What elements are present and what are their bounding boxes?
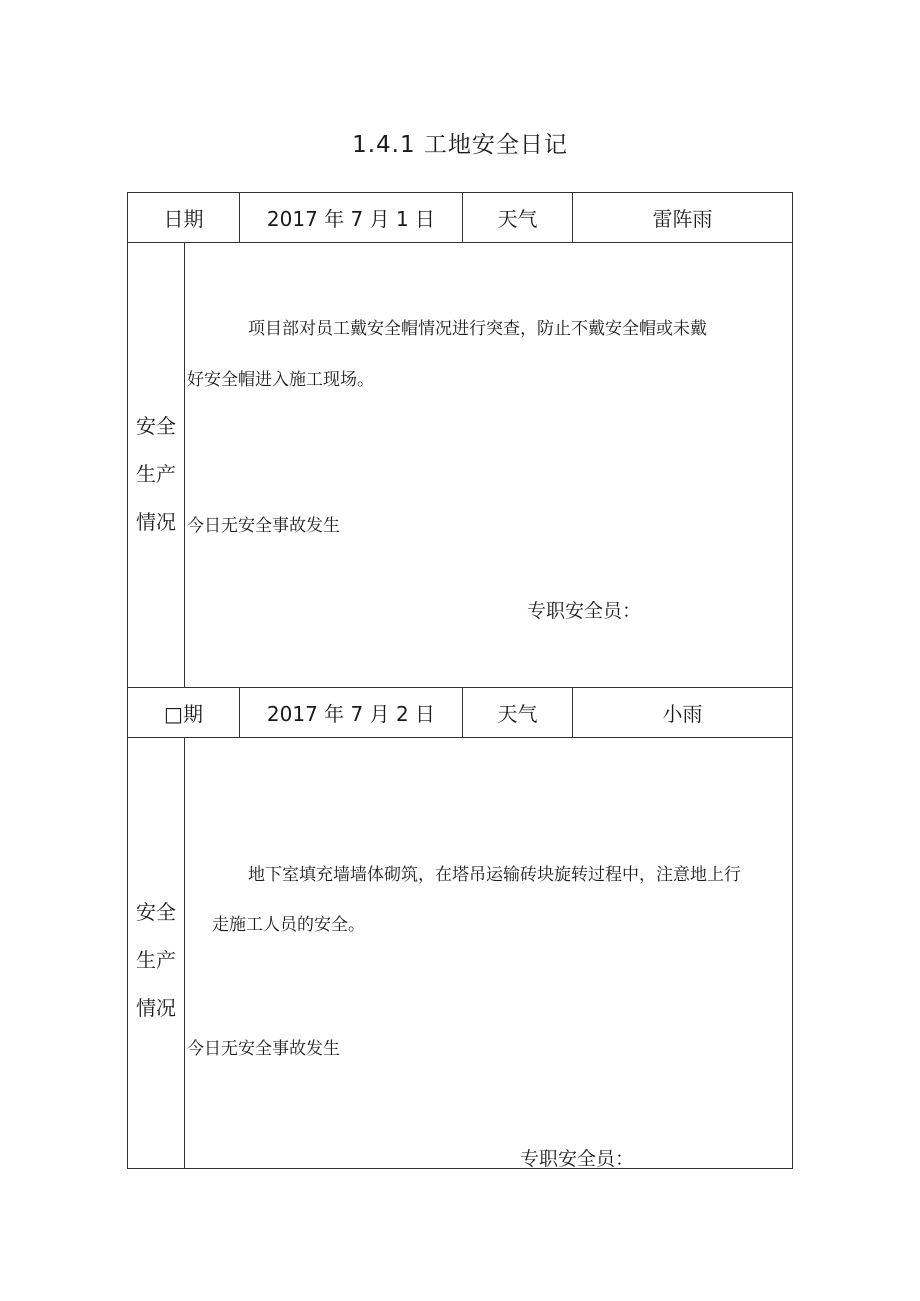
side-label-line: 情况 <box>136 510 176 534</box>
row-divider <box>127 242 793 243</box>
safety-officer-label: 专职安全员： <box>520 1148 635 1170</box>
side-label-line: 安全 <box>136 900 176 924</box>
side-divider <box>184 737 185 1168</box>
no-accident-text: 今日无安全事故发生 <box>187 516 340 536</box>
content-text: 地下室填充墙墙体砌筑，在塔吊运输砖块旋转过程中，注意地上行 <box>248 865 741 885</box>
safety-officer-label: 专职安全员： <box>527 600 642 622</box>
date-label: □期 <box>164 702 203 726</box>
date-value: 2017 年 7 月 2 日 <box>266 702 436 726</box>
side-label-line: 生产 <box>136 462 176 486</box>
content-text: 好安全帽进入施工现场。 <box>187 370 374 390</box>
side-label <box>128 402 184 546</box>
page-title: 1.4.1 工地安全日记 <box>352 132 568 158</box>
table-border-bottom <box>127 1168 793 1169</box>
content-text: 项目部对员工戴安全帽情况进行突查，防止不戴安全帽或未戴 <box>248 319 707 339</box>
side-label <box>128 888 184 1032</box>
row-divider <box>127 737 793 738</box>
weather-value: 雷阵雨 <box>652 207 713 231</box>
side-divider <box>184 242 185 687</box>
side-label-line: 情况 <box>136 996 176 1020</box>
weather-label: 天气 <box>497 207 538 231</box>
date-value: 2017 年 7 月 1 日 <box>266 207 436 231</box>
content-text: 走施工人员的安全。 <box>212 915 365 935</box>
no-accident-text: 今日无安全事故发生 <box>187 1039 340 1059</box>
weather-label: 天气 <box>497 702 538 726</box>
date-label: 日期 <box>163 207 204 231</box>
side-label-line: 生产 <box>136 948 176 972</box>
table-border-right <box>792 192 793 1169</box>
weather-value: 小雨 <box>662 702 703 726</box>
side-label-line: 安全 <box>136 414 176 438</box>
